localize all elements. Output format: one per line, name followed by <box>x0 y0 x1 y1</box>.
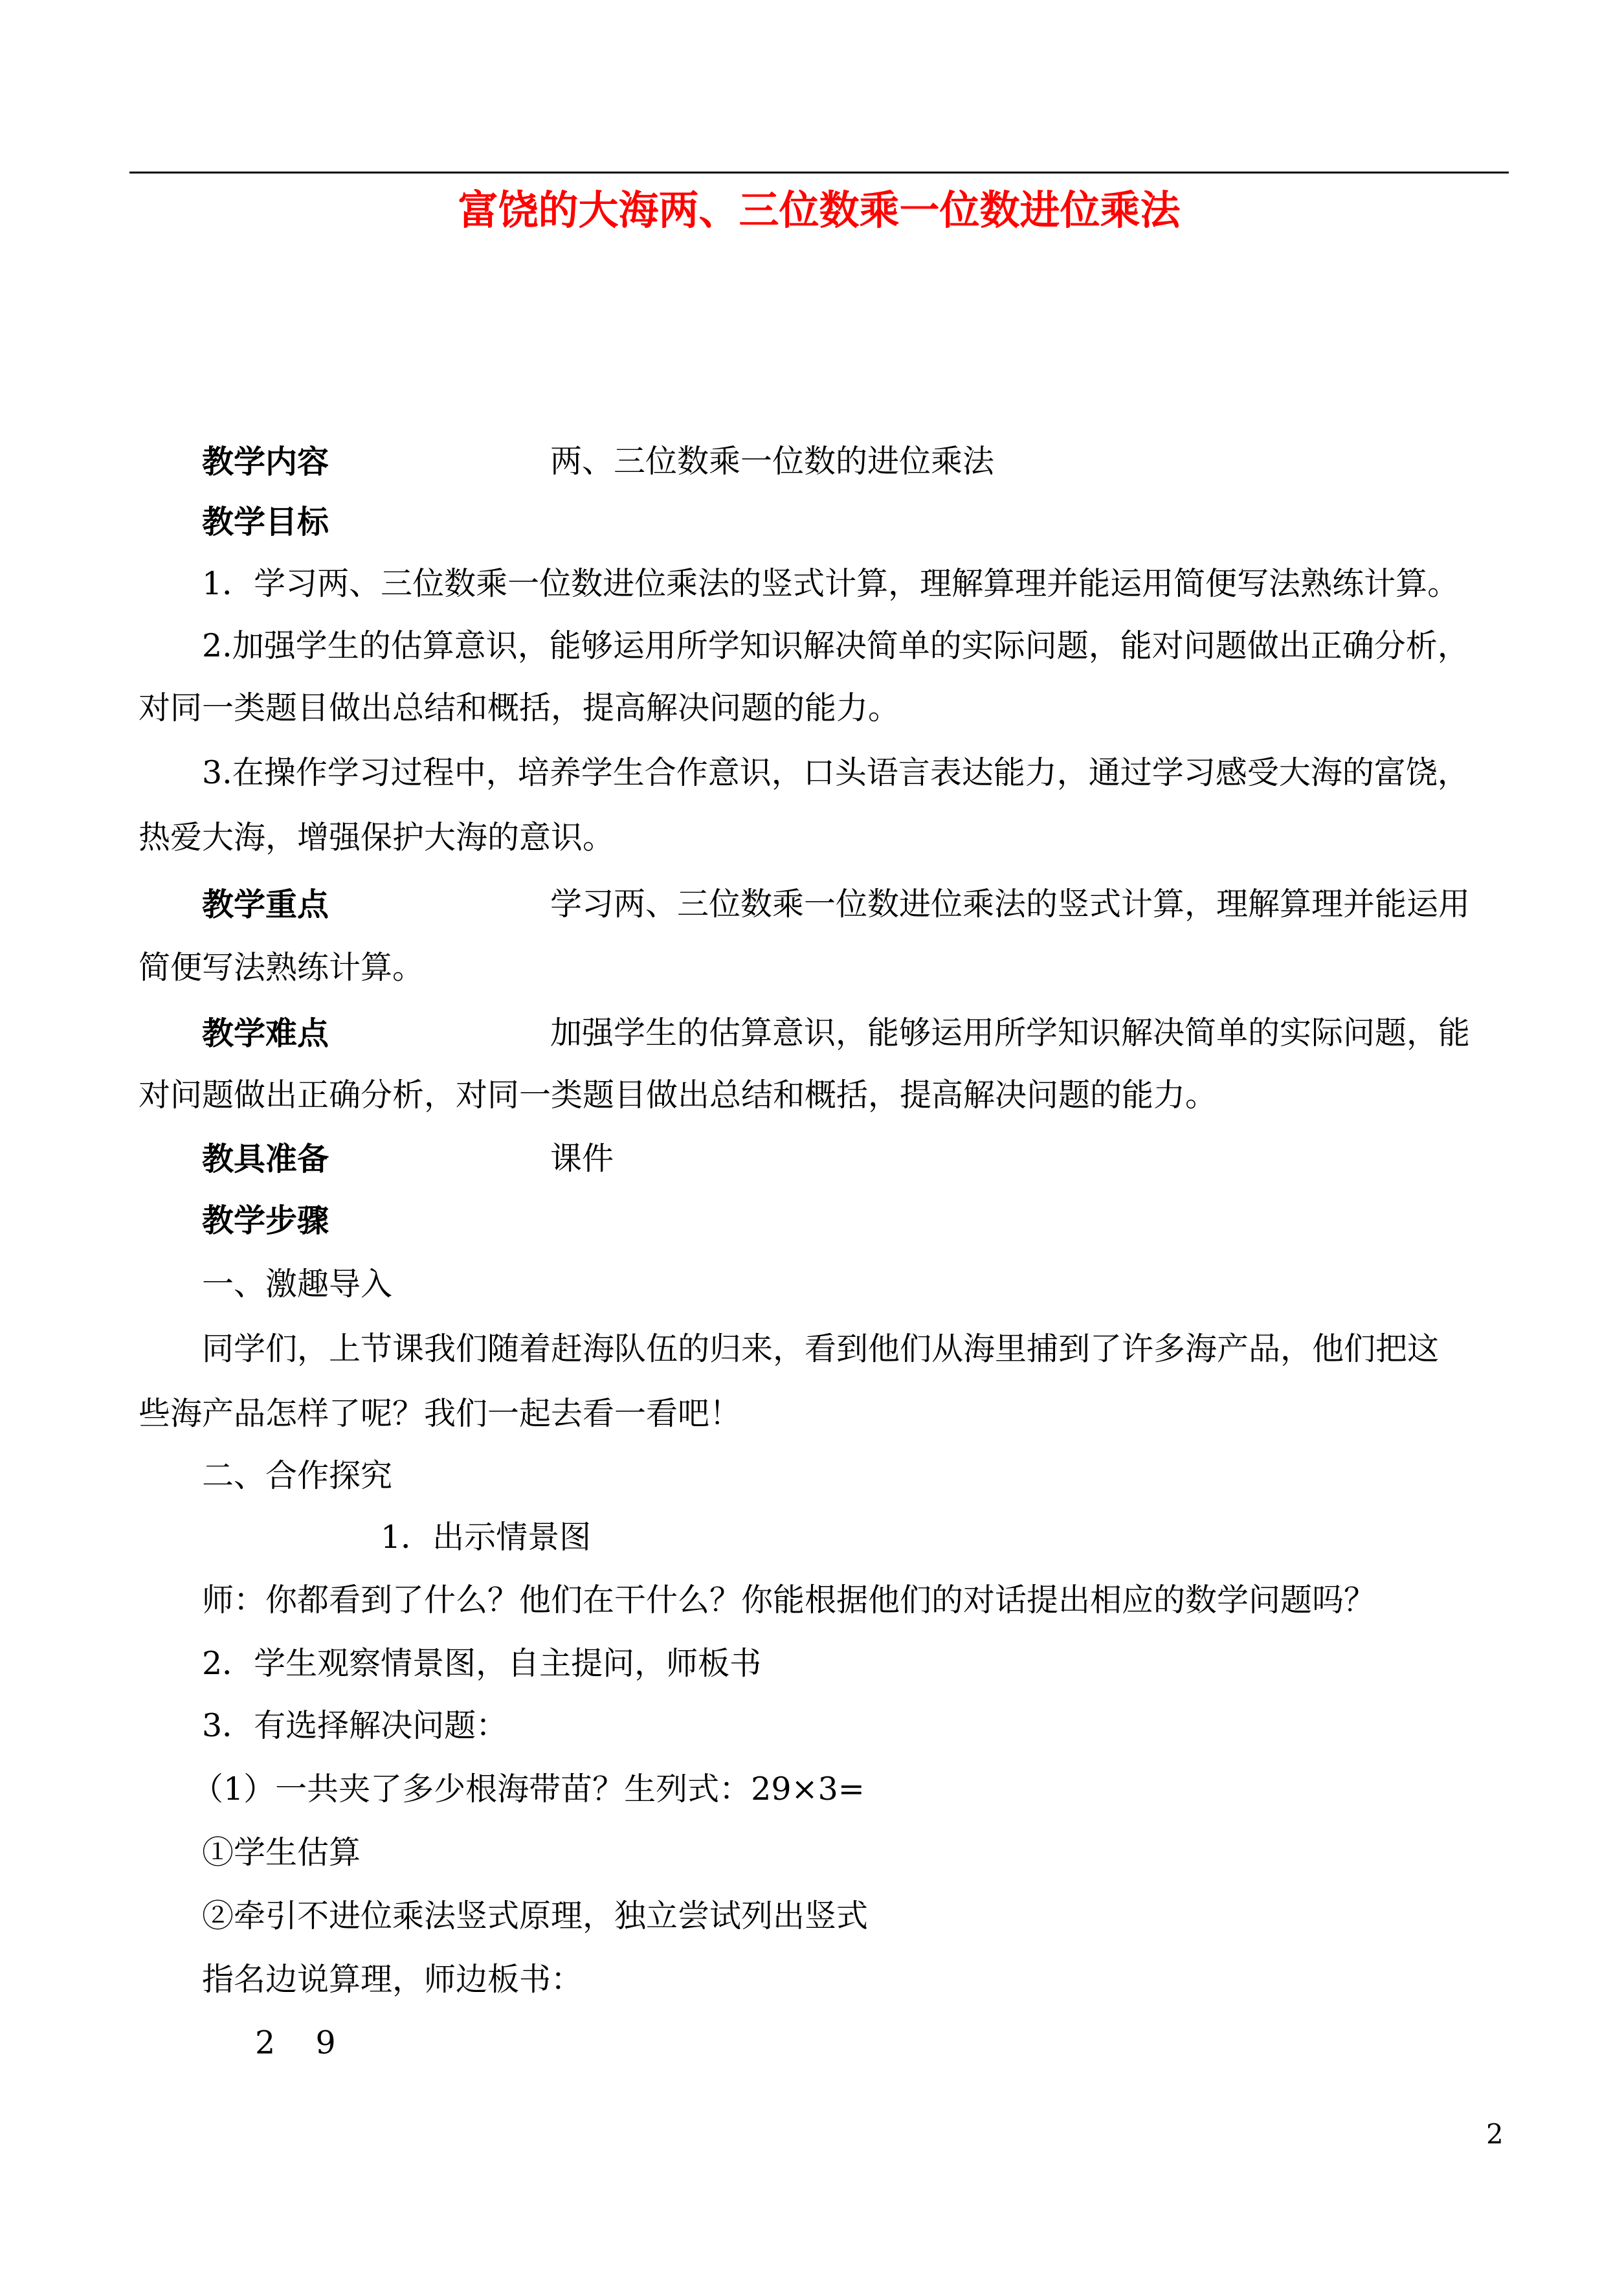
content-label: 教学内容 <box>202 443 329 480</box>
content-value: 两、三位数乘一位数的进位乘法 <box>550 443 995 480</box>
objective-item-3-line-2: 热爱大海，增强保护大海的意识。 <box>139 819 615 856</box>
page-number: 2 <box>1486 2118 1504 2150</box>
difficulty-line-2: 对问题做出正确分析，对同一类题目做出总结和概括，提高解决问题的能力。 <box>139 1077 1218 1113</box>
question-1: （1）一共夹了多少根海带苗？生列式：29×3= <box>192 1771 865 1807</box>
objective-item-1: 1．学习两、三位数乘一位数进位乘法的竖式计算，理解算理并能运用简便写法熟练计算。 <box>202 565 1460 602</box>
objectives-label: 教学目标 <box>202 503 329 541</box>
key-point-line-2: 简便写法熟练计算。 <box>139 949 425 986</box>
key-point-label: 教学重点 <box>202 886 329 923</box>
difficulty-line-1: 加强学生的估算意识，能够运用所学知识解决简单的实际问题，能 <box>550 1014 1471 1051</box>
materials-label: 教具准备 <box>202 1140 329 1178</box>
difficulty-label: 教学难点 <box>202 1014 329 1052</box>
header-rule <box>129 172 1509 173</box>
section-2-item-2: 2．学生观察情景图，自主提问，师板书 <box>202 1645 762 1682</box>
section-2-item-1: 1．出示情景图 <box>381 1519 592 1556</box>
section-1-heading: 一、激趣导入 <box>202 1266 393 1303</box>
vertical-calculation-digits: 2 9 <box>255 2024 336 2061</box>
question-1-step-a: ①学生估算 <box>202 1834 361 1871</box>
objective-item-2-line-1: 2.加强学生的估算意识，能够运用所学知识解决简单的实际问题，能对问题做出正确分析， <box>202 627 1469 664</box>
question-1-step-c: 指名边说算理，师边板书： <box>202 1961 583 1998</box>
question-1-step-b: ②牵引不进位乘法竖式原理，独立尝试列出竖式 <box>202 1897 869 1934</box>
materials-value: 课件 <box>550 1140 614 1177</box>
document-title: 富饶的大海两、三位数乘一位数进位乘法 <box>458 186 1181 234</box>
section-2-teacher-question: 师：你都看到了什么？他们在干什么？你能根据他们的对话提出相应的数学问题吗？ <box>202 1582 1376 1618</box>
objective-item-2-line-2: 对同一类题目做出总结和概括，提高解决问题的能力。 <box>139 689 900 726</box>
section-1-paragraph-line-2: 些海产品怎样了呢？我们一起去看一看吧！ <box>139 1395 742 1432</box>
section-1-paragraph-line-1: 同学们，上节课我们随着赶海队伍的归来，看到他们从海里捕到了许多海产品，他们把这 <box>202 1330 1440 1367</box>
section-2-item-3: 3．有选择解决问题： <box>202 1707 508 1744</box>
steps-label: 教学步骤 <box>202 1202 329 1239</box>
section-2-heading: 二、合作探究 <box>202 1457 393 1494</box>
key-point-line-1: 学习两、三位数乘一位数进位乘法的竖式计算，理解算理并能运用 <box>550 886 1471 923</box>
objective-item-3-line-1: 3.在操作学习过程中，培养学生合作意识，口头语言表达能力，通过学习感受大海的富饶， <box>202 754 1469 791</box>
